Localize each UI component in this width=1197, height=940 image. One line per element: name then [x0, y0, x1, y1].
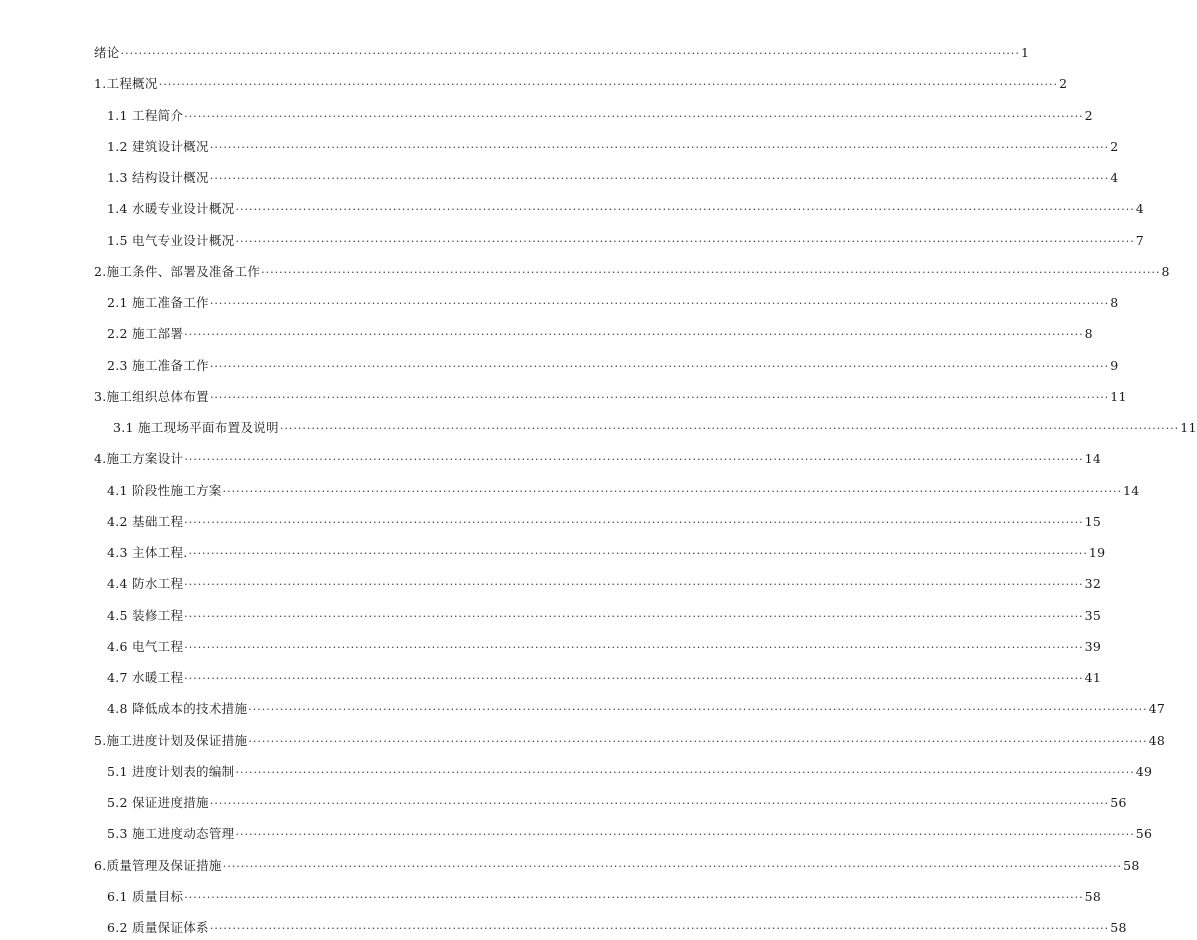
toc-entry-title: 1.4 水暖专业设计概况 [107, 201, 235, 216]
toc-entry-title: 3.1 施工现场平面布置及说明 [113, 420, 279, 435]
toc-entry-page-number: 49 [1135, 764, 1153, 779]
toc-entry[interactable] [107, 669, 1102, 687]
toc-entry[interactable] [107, 169, 1119, 187]
toc-dot-leader: ········································································································································································································ [184, 610, 1084, 623]
toc-entry-page-number: 11 [1110, 389, 1127, 404]
toc-entry-title: 4.施工方案设计 [94, 451, 184, 466]
toc-entry-title: 4.4 防水工程 [107, 576, 184, 591]
toc-entry-page-number: 47 [1148, 701, 1166, 716]
toc-entry-title: 1.工程概况 [94, 76, 158, 91]
toc-entry-page-number: 8 [1161, 264, 1170, 279]
toc-entry-page-number: 14 [1084, 451, 1102, 466]
toc-entry-title: 4.8 降低成本的技术措施 [107, 701, 248, 716]
toc-entry-title: 5.2 保证进度措施 [107, 795, 209, 810]
toc-entry-page-number: 15 [1084, 514, 1102, 529]
toc-dot-leader: ········································································································································································································ [209, 922, 1110, 935]
toc-entry-title: 6.2 质量保证体系 [107, 920, 209, 935]
toc-dot-leader: ········································································································································································································ [184, 891, 1084, 904]
toc-entry-title: 4.7 水暖工程 [107, 670, 184, 685]
toc-entry[interactable] [107, 794, 1127, 812]
toc-entry-page-number: 4 [1110, 170, 1119, 185]
toc-entry-page-number: 4 [1135, 201, 1145, 216]
toc-entry-title: 1.2 建筑设计概况 [107, 139, 209, 154]
toc-entry[interactable] [94, 450, 1102, 468]
toc-dot-leader: ········································································································································································································ [222, 485, 1122, 498]
toc-dot-leader: ········································································································································································································ [188, 547, 1088, 560]
toc-entry-page-number: 9 [1110, 358, 1119, 373]
toc-dot-leader: ········································································································································································································ [235, 235, 1135, 248]
toc-entry[interactable] [94, 388, 1127, 406]
toc-entry[interactable] [107, 138, 1119, 156]
toc-dot-leader: ········································································································································································································ [158, 78, 1059, 91]
toc-entry-title: 1.1 工程简介 [107, 108, 184, 123]
toc-entry[interactable] [107, 763, 1153, 781]
toc-entry[interactable] [107, 357, 1119, 375]
toc-entry-page-number: 58 [1123, 858, 1140, 873]
toc-entry-title: 3.施工组织总体布置 [94, 389, 209, 404]
toc-entry-page-number: 8 [1084, 326, 1093, 341]
toc-entry-title: 4.2 基础工程 [107, 514, 184, 529]
toc-entry-page-number: 58 [1084, 889, 1102, 904]
toc-entry-page-number: 35 [1084, 608, 1102, 623]
toc-entry-page-number: 2 [1110, 139, 1119, 154]
toc-entry[interactable] [94, 857, 1140, 875]
toc-entry[interactable] [94, 75, 1068, 93]
toc-entry-title: 4.6 电气工程 [107, 639, 184, 654]
toc-entry[interactable] [107, 607, 1102, 625]
toc-entry-title: 2.3 施工准备工作 [107, 358, 209, 373]
toc-dot-leader: ········································································································································································································ [184, 641, 1084, 654]
toc-entry-title: 6.1 质量目标 [107, 889, 184, 904]
toc-entry[interactable] [107, 888, 1102, 906]
toc-entry[interactable] [107, 700, 1166, 718]
toc-entry-title: 4.5 装修工程 [107, 608, 184, 623]
toc-entry[interactable] [94, 44, 1030, 62]
toc-dot-leader: ········································································································································································································ [120, 47, 1020, 60]
toc-entry-title: 1.5 电气专业设计概况 [107, 233, 235, 248]
toc-entry-page-number: 2 [1084, 108, 1093, 123]
toc-entry[interactable] [107, 200, 1145, 218]
toc-entry[interactable] [113, 419, 1197, 437]
toc-dot-leader: ········································································································································································································ [209, 297, 1110, 310]
toc-entry[interactable] [107, 513, 1102, 531]
toc-dot-leader: ········································································································································································································ [235, 766, 1135, 779]
toc-entry-page-number: 58 [1110, 920, 1127, 935]
toc-dot-leader: ········································································································································································································ [248, 735, 1148, 748]
toc-entry-page-number: 8 [1110, 295, 1119, 310]
toc-dot-leader: ········································································································································································································ [222, 860, 1123, 873]
toc-dot-leader: ········································································································································································································ [209, 172, 1110, 185]
toc-dot-leader: ········································································································································································································ [279, 422, 1180, 435]
toc-dot-leader: ········································································································································································································ [235, 203, 1135, 216]
toc-dot-leader: ········································································································································································································ [184, 453, 1084, 466]
toc-entry-page-number: 56 [1110, 795, 1127, 810]
toc-entry-page-number: 41 [1084, 670, 1102, 685]
toc-entry[interactable] [107, 232, 1145, 250]
toc-dot-leader: ········································································································································································································ [261, 266, 1161, 279]
toc-entry-title: 5.3 施工进度动态管理 [107, 826, 235, 841]
toc-entry[interactable] [107, 919, 1127, 937]
toc-entry-page-number: 19 [1088, 545, 1106, 560]
toc-entry[interactable] [94, 263, 1170, 281]
toc-entry-page-number: 2 [1059, 76, 1068, 91]
toc-entry[interactable] [107, 294, 1119, 312]
toc-entry-title: 绪论 [94, 45, 120, 60]
toc-entry[interactable] [107, 325, 1093, 343]
toc-entry-title: 6.质量管理及保证措施 [94, 858, 222, 873]
toc-dot-leader: ········································································································································································································ [184, 328, 1084, 341]
toc-dot-leader: ········································································································································································································ [209, 360, 1110, 373]
toc-dot-leader: ········································································································································································································ [184, 672, 1084, 685]
toc-entry[interactable] [107, 107, 1093, 125]
toc-entry-title: 1.3 结构设计概况 [107, 170, 209, 185]
toc-entry-page-number: 32 [1084, 576, 1102, 591]
toc-dot-leader: ········································································································································································································ [209, 141, 1110, 154]
toc-entry-page-number: 48 [1148, 733, 1166, 748]
toc-entry-title: 4.3 主体工程. [107, 545, 188, 560]
toc-entry-title: 5.施工进度计划及保证措施 [94, 733, 248, 748]
toc-entry-page-number: 56 [1135, 826, 1153, 841]
toc-entry[interactable] [107, 638, 1102, 656]
toc-entry[interactable] [107, 544, 1106, 562]
toc-dot-leader: ········································································································································································································ [248, 703, 1148, 716]
toc-dot-leader: ········································································································································································································ [209, 391, 1110, 404]
toc-entry-title: 2.1 施工准备工作 [107, 295, 209, 310]
toc-entry-page-number: 1 [1020, 45, 1030, 60]
toc-entry[interactable] [107, 825, 1153, 843]
toc-entry[interactable] [107, 482, 1140, 500]
toc-entry-title: 5.1 进度计划表的编制 [107, 764, 235, 779]
toc-entry-page-number: 14 [1122, 483, 1140, 498]
toc-entry-page-number: 39 [1084, 639, 1102, 654]
toc-dot-leader: ········································································································································································································ [184, 110, 1084, 123]
toc-dot-leader: ········································································································································································································ [184, 578, 1084, 591]
toc-entry-title: 2.2 施工部署 [107, 326, 184, 341]
toc-entry-page-number: 11 [1180, 420, 1197, 435]
toc-entry-title: 2.施工条件、部署及准备工作 [94, 264, 261, 279]
toc-entry-title: 4.1 阶段性施工方案 [107, 483, 222, 498]
toc-entry[interactable] [94, 732, 1166, 750]
toc-dot-leader: ········································································································································································································ [184, 516, 1084, 529]
toc-dot-leader: ········································································································································································································ [235, 828, 1135, 841]
toc-dot-leader: ········································································································································································································ [209, 797, 1110, 810]
toc-entry-page-number: 7 [1135, 233, 1145, 248]
toc-entry[interactable] [107, 575, 1102, 593]
